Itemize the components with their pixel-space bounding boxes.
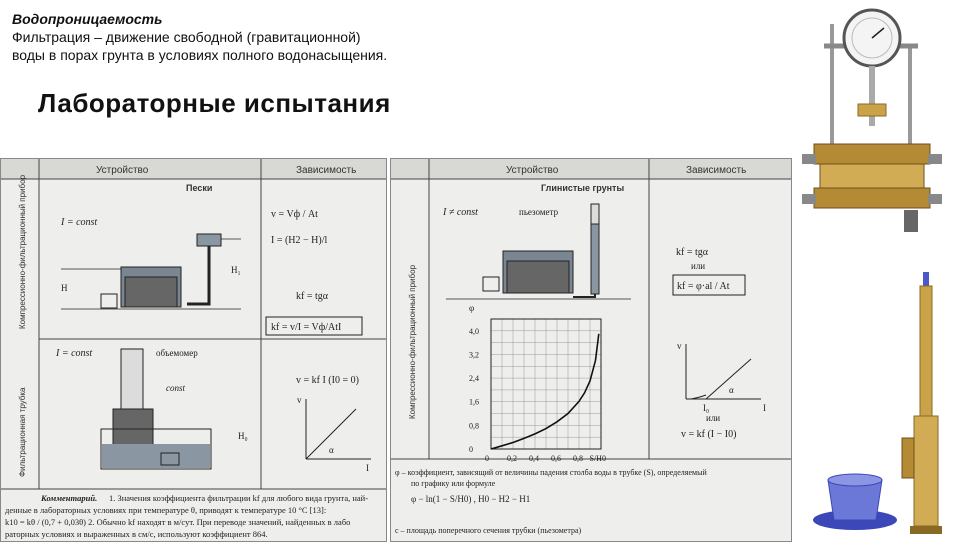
x-tick-label: 0 (485, 454, 489, 463)
bath-water (102, 444, 210, 468)
formula-v: v = Vф / At (271, 209, 318, 220)
gauge-stem (869, 66, 875, 126)
side-label: Компрессионно-фильтрационный прибор (408, 264, 417, 419)
loading-piston (858, 104, 886, 116)
comment-line-4: раторных условиях и выраженных в см/с, используют коэффициент 864. (5, 529, 268, 539)
measure-cup (101, 294, 117, 308)
tube-cap (923, 272, 929, 286)
y-tick-label: 0,8 (469, 421, 479, 431)
y-tick-label: 3,2 (469, 350, 479, 360)
slide-title: Лабораторные испытания (38, 88, 391, 118)
scan-table-sands (0, 158, 387, 542)
intro-text (12, 10, 532, 64)
formula-phi: φ − ln(1 − S/H0) , H0 − H2 − H1 (411, 494, 531, 504)
comment-line-1-text: 1. Значения коэффициента фильтрации kf для любого вида грунта, най- (109, 493, 369, 503)
section-title: Пески (186, 183, 213, 193)
piezometer-water (591, 224, 599, 294)
note-line-1: φ – коэффициент, зависящий от величины падения столба воды в трубке (S), определяемый (395, 468, 707, 477)
compression-device-clay (446, 204, 631, 299)
x-tick-label: 0,6 (551, 454, 561, 463)
phi-chart (469, 319, 606, 463)
y-tick-label: 1,6 (469, 397, 479, 407)
formula-kf1: kf = tgα (676, 247, 708, 258)
v-i-graph-right (686, 344, 761, 399)
col-device: Устройство (96, 165, 149, 176)
apparatus-top-ring (814, 144, 930, 164)
label-volumemeter: объемомер (156, 348, 198, 358)
formula-kf2: kf = φ·al / At (677, 281, 730, 292)
col-dependence: Зависимость (686, 165, 747, 176)
label-alpha: α (329, 445, 334, 455)
phi-axis-label: φ (469, 303, 475, 313)
comment-line-3: k10 = kθ / (0,7 + 0,03θ) 2. Обычно kf находят в м/сут. При переводе значений, найденных в лабо (5, 517, 351, 527)
note-line-3: c – площадь поперечного сечения трубки (пьезометра) (395, 526, 582, 535)
tube-body (914, 416, 938, 526)
y-tick-label: 4,0 (469, 326, 479, 336)
label-i-const: I = const (61, 217, 98, 228)
formula-kf2: kf = v/I = Vф/AtI (271, 322, 342, 333)
tube-upper (920, 286, 932, 416)
side-label-row1: Компрессионно-фильтрационный прибор (18, 174, 27, 329)
device-soil-sample (507, 261, 569, 293)
scan-table-clay (390, 158, 792, 542)
clamp-screw-right-top (928, 154, 942, 164)
x-tick-label: 0,2 (507, 454, 517, 463)
apparatus-bottom-ring (814, 188, 930, 208)
x-tick-label: 0,4 (529, 454, 539, 463)
formula-kf3: v = kf I (I0 = 0) (296, 375, 359, 386)
label-const: const (166, 383, 185, 393)
axis-label-v: v (297, 395, 302, 405)
measure-cup (483, 277, 499, 291)
label-h: H (61, 283, 68, 293)
axis-label-i: I (763, 403, 766, 413)
col-dependence: Зависимость (296, 165, 357, 176)
label-h0: H₀ (238, 431, 248, 441)
clamp-screw-right-bottom (928, 194, 942, 204)
formula-kf3: v = kf (I − I0) (681, 429, 737, 440)
compression-apparatus-photo (792, 4, 952, 254)
upper-tank (197, 234, 221, 246)
filtration-tube-device (101, 349, 211, 469)
label-ili-2: или (706, 413, 721, 423)
v-i-graph-left (306, 399, 371, 459)
table-sands-drawing (1, 159, 386, 541)
label-i-not-const: I ≠ const (443, 207, 478, 218)
x-tick-label: 0,8 (573, 454, 583, 463)
drain-valve (904, 210, 918, 232)
formula-kf1: kf = tgα (296, 291, 328, 302)
formula-i: I = (H2 − H)/l (271, 235, 328, 246)
tube-side-valve (902, 438, 914, 478)
intro-line-2: воды в порах грунта в условиях полного водонасыщения. (12, 47, 388, 63)
compression-device-1 (61, 234, 241, 309)
label-ili: или (691, 261, 706, 271)
y-tick-label: 0 (469, 445, 473, 454)
side-label-row2: Фильтрационная трубка (18, 387, 27, 477)
volumemeter-tube (121, 349, 143, 409)
comment-line-1: Комментарий. (41, 493, 98, 503)
section-title: Глинистые грунты (541, 183, 625, 193)
clamp-screw-left-bottom (802, 194, 816, 204)
col-device: Устройство (506, 165, 559, 176)
comment-line-2: денные в лабораторных условиях при температуре θ, приводят к температуре 10 °С [13]: (5, 505, 327, 515)
label-i-const-2: I = const (56, 348, 93, 359)
connection-tube (187, 246, 209, 304)
phi-curve (491, 334, 599, 449)
intro-heading: Водопроницаемость (12, 11, 163, 27)
axis-label-i: I (366, 463, 369, 473)
table-clay-drawing (391, 159, 791, 541)
intro-line-1: Фильтрация – движение свободной (гравитационной) (12, 29, 361, 45)
initial-curve (691, 395, 706, 399)
label-piezometer: пьезометр (519, 207, 559, 217)
clamp-screw-left-top (802, 154, 816, 164)
note-line-2: по графику или формуле (411, 479, 496, 488)
label-h1: H₁ (231, 265, 241, 275)
x-tick-label: S/H0 (589, 454, 606, 463)
blue-cup-rim (828, 474, 882, 486)
y-tick-label: 2,4 (469, 374, 479, 384)
filtration-tube-photo (810, 268, 960, 540)
device-soil-sample (125, 277, 177, 307)
tube-base (910, 526, 942, 534)
label-alpha: α (729, 385, 734, 395)
label-i0: I₀ (703, 403, 710, 413)
axis-label-v: v (677, 341, 682, 351)
